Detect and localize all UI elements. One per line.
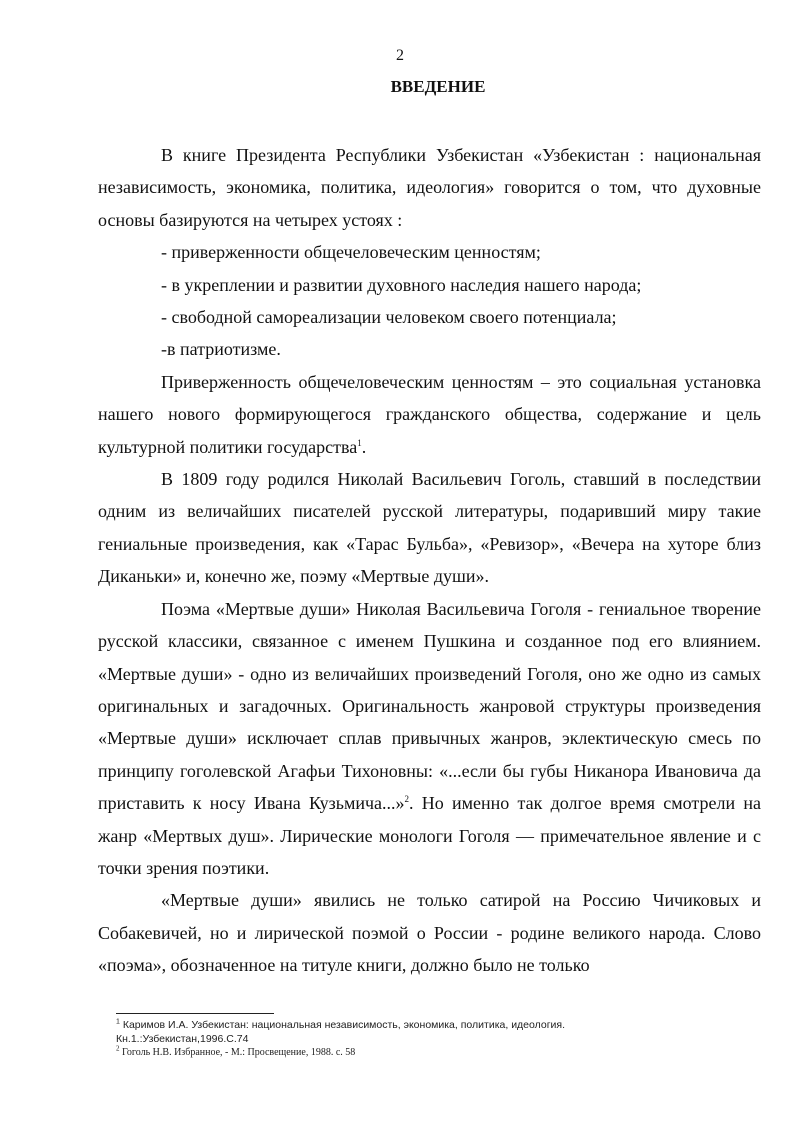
footnote-mark: 1 bbox=[116, 1018, 120, 1026]
list-item: - приверженности общечеловеческим ценностям; bbox=[161, 242, 541, 263]
list-item: -в патриотизме. bbox=[161, 339, 281, 360]
footnote-text: Каримов И.А. Узбекистан: национальная независимость, экономика, политика, идеология. Кн.1.:Узбекистан,1996.С.74 bbox=[116, 1019, 566, 1045]
footnote-2 bbox=[116, 1046, 676, 1060]
footnote-divider bbox=[116, 1013, 274, 1014]
paragraph-poem bbox=[98, 593, 761, 885]
page-title: ВВЕДЕНИЕ bbox=[390, 77, 486, 96]
footnote-text: Гоголь Н.В. Избранное, - М.: Просвещение, 1988. с. 58 bbox=[122, 1047, 356, 1058]
body-text bbox=[98, 139, 761, 982]
paragraph-satire: «Мертвые души» явились не только сатирой на Россию Чичиковых и Собакевичей, но и лирической поэмой о России - родине великого народа. Слово «поэма», обозначенное на титуле книги, должно было не только bbox=[98, 890, 761, 976]
paragraph-values-end: . bbox=[361, 436, 367, 457]
list-item: - в укреплении и развитии духовного наследия нашего народа; bbox=[161, 274, 642, 295]
paragraph-intro: В книге Президента Республики Узбекистан «Узбекистан : национальная независимость, экономика, политика, идеология» говорится о том, что духовные основы базируются на четырех устоях : bbox=[98, 145, 761, 230]
footnote-ref-1: 1 bbox=[357, 437, 362, 448]
page-number: 2 bbox=[396, 47, 404, 64]
footnotes bbox=[116, 1018, 676, 1060]
footnote-mark: 2 bbox=[116, 1044, 120, 1053]
footnote-ref-2: 2 bbox=[404, 794, 410, 805]
paragraph-values bbox=[98, 366, 761, 463]
footnote-1 bbox=[116, 1018, 676, 1046]
paragraph-poem-text: Поэма «Мертвые души» Николая Васильевича Гоголя - гениальное творение русской классики, связанное с именем Пушкина и созданное под его влиянием. «Мертвые души» - одно из величайших произведений Гоголя, оно же одно из самых оригинальных и загадочных. Оригинальность жанровой структуры произведения «Мертвые души» исключает сплав привычных жанров, эклектическую смесь по принципу гоголевской Агафьи Тихоновны: «...если бы губы Никанора Ивановича да приставить к носу Ивана Кузьмича...» bbox=[98, 598, 761, 814]
list-item: - свободной самореализации человеком своего потенциала; bbox=[161, 307, 617, 328]
paragraph-gogol: В 1809 году родился Николай Васильевич Гоголь, ставший в последствии одним из величайших писателей русской литературы, подаривший миру такие гениальные произведения, как «Тарас Бульба», «Ревизор», «Вечера на хуторе близ Диканьки» и, конечно же, поэму «Мертвые души». bbox=[98, 469, 761, 587]
paragraph-values-text: Приверженность общечеловеческим ценностям – это социальная установка нашего нового формирующегося гражданского общества, содержание и цель культурной политики государства bbox=[98, 371, 761, 457]
paragraph-poem-end: . Но именно так долгое время смотрели на жанр «Мертвых душ». Лирические монологи Гоголя — примечательное явление и с точки зрения поэтики. bbox=[98, 793, 761, 878]
